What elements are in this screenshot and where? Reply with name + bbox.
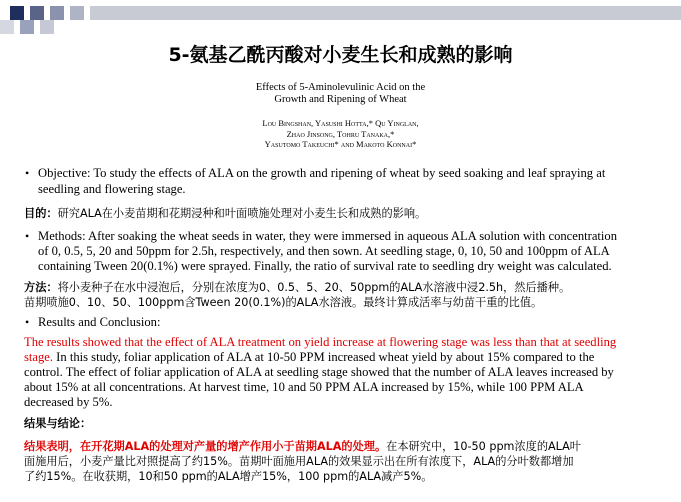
paper-title (0, 82, 681, 106)
conclusion-zh-line: 了约15%。在收获期，10和50 ppm的ALA增产15%，100 ppm的ALA减产5%。 (24, 470, 433, 483)
header-square (20, 20, 34, 34)
decorative-header-pattern (0, 0, 681, 40)
paper-title-line: Effects of 5-Aminolevulinic Acid on the (255, 82, 426, 93)
header-square (50, 6, 64, 20)
objective-zh-text: 研究ALA在小麦苗期和花期浸种和叶面喷施处理对小麦生长和成熟的影响。 (57, 207, 427, 220)
authors-line: Zhao Jinsong, Tohru Tanaka,* (286, 128, 395, 139)
results-red-line: The results showed that the effect of ALA treatment on yield increase at flowering stage was less than that at seedling (24, 335, 617, 349)
paper-title-line: Growth and Ripening of Wheat (274, 94, 407, 105)
methods-zh-line: 苗期喷施0、10、50、100ppm含Tween 20(0.1%)的ALA水溶液。最终计算成活率与幼苗干重的比值。 (24, 296, 543, 309)
results-line: control. The effect of foliar application of ALA at seedling stage showed that the number of ALA leaves increased by (24, 365, 614, 379)
bullet-icon: • (25, 315, 30, 329)
results-label: Results and Conclusion: (38, 315, 161, 329)
methods-line: of 0, 0.5, 5, 20 and 50ppm for 2.5h, respectively, and then sown. At seedling stage, 0, 10, 50 and 100ppm of ALA (38, 244, 610, 258)
methods-line: containing Tween 20(0.1%) were sprayed. Finally, the ratio of survival rate to seedling dry weight was calculated. (38, 259, 612, 273)
objective-line: seedling and flowering stage. (38, 182, 186, 196)
conclusion-zh-label: 结果与结论： (24, 417, 92, 430)
methods-zh-line (24, 279, 570, 295)
methods-zh-label: 方法： (24, 281, 58, 294)
authors-line: Lou Bingshan, Yasushi Hotta,* Qu Yinglan, (262, 118, 419, 128)
objective-zh-label: 目的： (24, 207, 58, 220)
methods-zh-text: 将小麦种子在水中浸泡后，分别在浓度为0、0.5、5、20、50ppm的ALA水溶液中浸2.5h，然后播种。 (57, 281, 571, 294)
objective-line: Objective: To study the effects of ALA on the growth and ripening of wheat by seed soaking and leaf spraying at (38, 166, 606, 180)
paper-authors (0, 118, 681, 150)
conclusion-zh-red: 结果表明，在开花期ALA的处理对产量的增产作用小于苗期ALA的处理。 (24, 440, 387, 453)
results-text: In this study, foliar application of ALA at 10-50 PPM increased wheat yield by about 15% compared to the (53, 350, 595, 364)
header-square (40, 20, 54, 34)
results-line (24, 350, 594, 365)
header-gradient-bar (90, 6, 681, 20)
methods-line: Methods: After soaking the wheat seeds in water, they were immersed in aqueous ALA solution with concentration (38, 229, 618, 243)
conclusion-zh-line (24, 438, 581, 454)
header-square (10, 6, 24, 20)
conclusion-zh-text: 在本研究中，10-50 ppm浓度的ALA叶 (386, 440, 581, 453)
slide-title: 5-氨基乙酰丙酸对小麦生长和成熟的影响 (168, 44, 513, 66)
results-line: decreased by 5%. (24, 395, 113, 409)
bullet-icon: • (25, 166, 30, 180)
header-square (0, 20, 14, 34)
authors-line: Yasutomo Takeuchi* and Makoto Konnai* (264, 139, 417, 149)
results-line: about 15% at all concentrations. At harvest time, 10 and 50 PPM ALA increased by 15%, while 100 PPM ALA (24, 380, 584, 394)
header-square (70, 6, 84, 20)
header-square (30, 6, 44, 20)
results-red-text: stage. (24, 350, 54, 364)
conclusion-zh-line: 面施用后，小麦产量比对照提高了约15%。苗期叶面施用ALA的效果显示出在所有浓度下，ALA的分叶数都增加 (24, 455, 574, 468)
bullet-icon: • (25, 229, 30, 243)
objective-zh (24, 205, 426, 221)
